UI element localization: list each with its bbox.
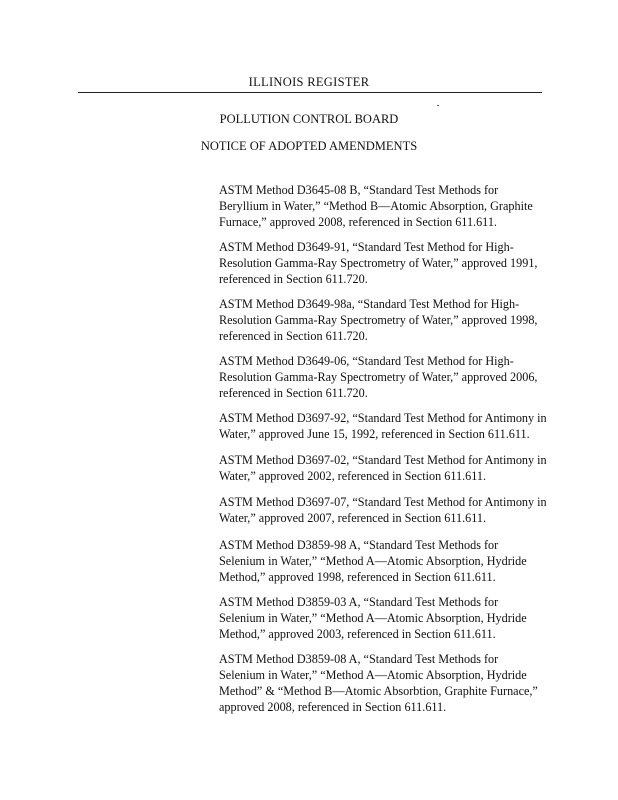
entry-line: ASTM Method D3859-98 A, “Standard Test Methods for (219, 538, 499, 552)
entry-line: ASTM Method D3649-98a, “Standard Test Method for High- (219, 297, 520, 311)
list-item (219, 494, 545, 526)
list-item (219, 353, 545, 401)
entry-line: referenced in Section 611.720. (219, 386, 368, 400)
list-item (219, 239, 545, 287)
entry-line: Method,” approved 1998, referenced in Section 611.611. (219, 570, 496, 584)
entry-line: Water,” approved 2007, referenced in Section 611.611. (219, 511, 487, 525)
notice-title: NOTICE OF ADOPTED AMENDMENTS (200, 139, 418, 153)
entry-line: Resolution Gamma-Ray Spectrometry of Water,” approved 1991, (219, 256, 538, 270)
list-item (219, 296, 545, 344)
entry-line: referenced in Section 611.720. (219, 272, 368, 286)
register-title: ILLINOIS REGISTER (248, 75, 370, 89)
header-rule (78, 92, 542, 93)
entry-line: ASTM Method D3859-03 A, “Standard Test Methods for (219, 595, 499, 609)
entry-line: Beryllium in Water,” “Method B—Atomic Absorption, Graphite (219, 199, 533, 213)
entry-line: ASTM Method D3697-07, “Standard Test Method for Antimony in (219, 495, 547, 509)
entry-line: ASTM Method D3859-08 A, “Standard Test Methods for (219, 652, 499, 666)
entry-line: referenced in Section 611.720. (219, 329, 368, 343)
list-item (219, 452, 545, 484)
scan-speck (437, 105, 439, 106)
list-item (219, 594, 545, 642)
entry-line: Method” & “Method B—Atomic Absorbtion, Graphite Furnace,” (219, 684, 538, 698)
entry-line: ASTM Method D3649-91, “Standard Test Method for High- (219, 240, 514, 254)
entry-line: Selenium in Water,” “Method A—Atomic Absorption, Hydride (219, 611, 527, 625)
list-item (219, 410, 545, 442)
entry-line: Resolution Gamma-Ray Spectrometry of Water,” approved 2006, (219, 370, 538, 384)
agency-title: POLLUTION CONTROL BOARD (219, 112, 399, 126)
entry-line: ASTM Method D3645-08 B, “Standard Test Methods for (219, 183, 499, 197)
list-item (219, 537, 545, 585)
entry-line: ASTM Method D3697-02, “Standard Test Method for Antimony in (219, 453, 547, 467)
entry-line: Resolution Gamma-Ray Spectrometry of Water,” approved 1998, (219, 313, 538, 327)
list-item (219, 182, 545, 230)
entry-line: ASTM Method D3697-92, “Standard Test Method for Antimony in (219, 411, 547, 425)
entry-line: Water,” approved 2002, referenced in Section 611.611. (219, 469, 487, 483)
entry-line: Selenium in Water,” “Method A—Atomic Absorption, Hydride (219, 668, 527, 682)
entry-line: ASTM Method D3649-06, “Standard Test Method for High- (219, 354, 514, 368)
entry-line: Water,” approved June 15, 1992, referenced in Section 611.611. (219, 427, 530, 441)
entry-line: approved 2008, referenced in Section 611.611. (219, 700, 447, 714)
list-item (219, 651, 545, 715)
entry-line: Selenium in Water,” “Method A—Atomic Absorption, Hydride (219, 554, 527, 568)
entry-line: Method,” approved 2003, referenced in Section 611.611. (219, 627, 496, 641)
entry-line: Furnace,” approved 2008, referenced in Section 611.611. (219, 215, 497, 229)
